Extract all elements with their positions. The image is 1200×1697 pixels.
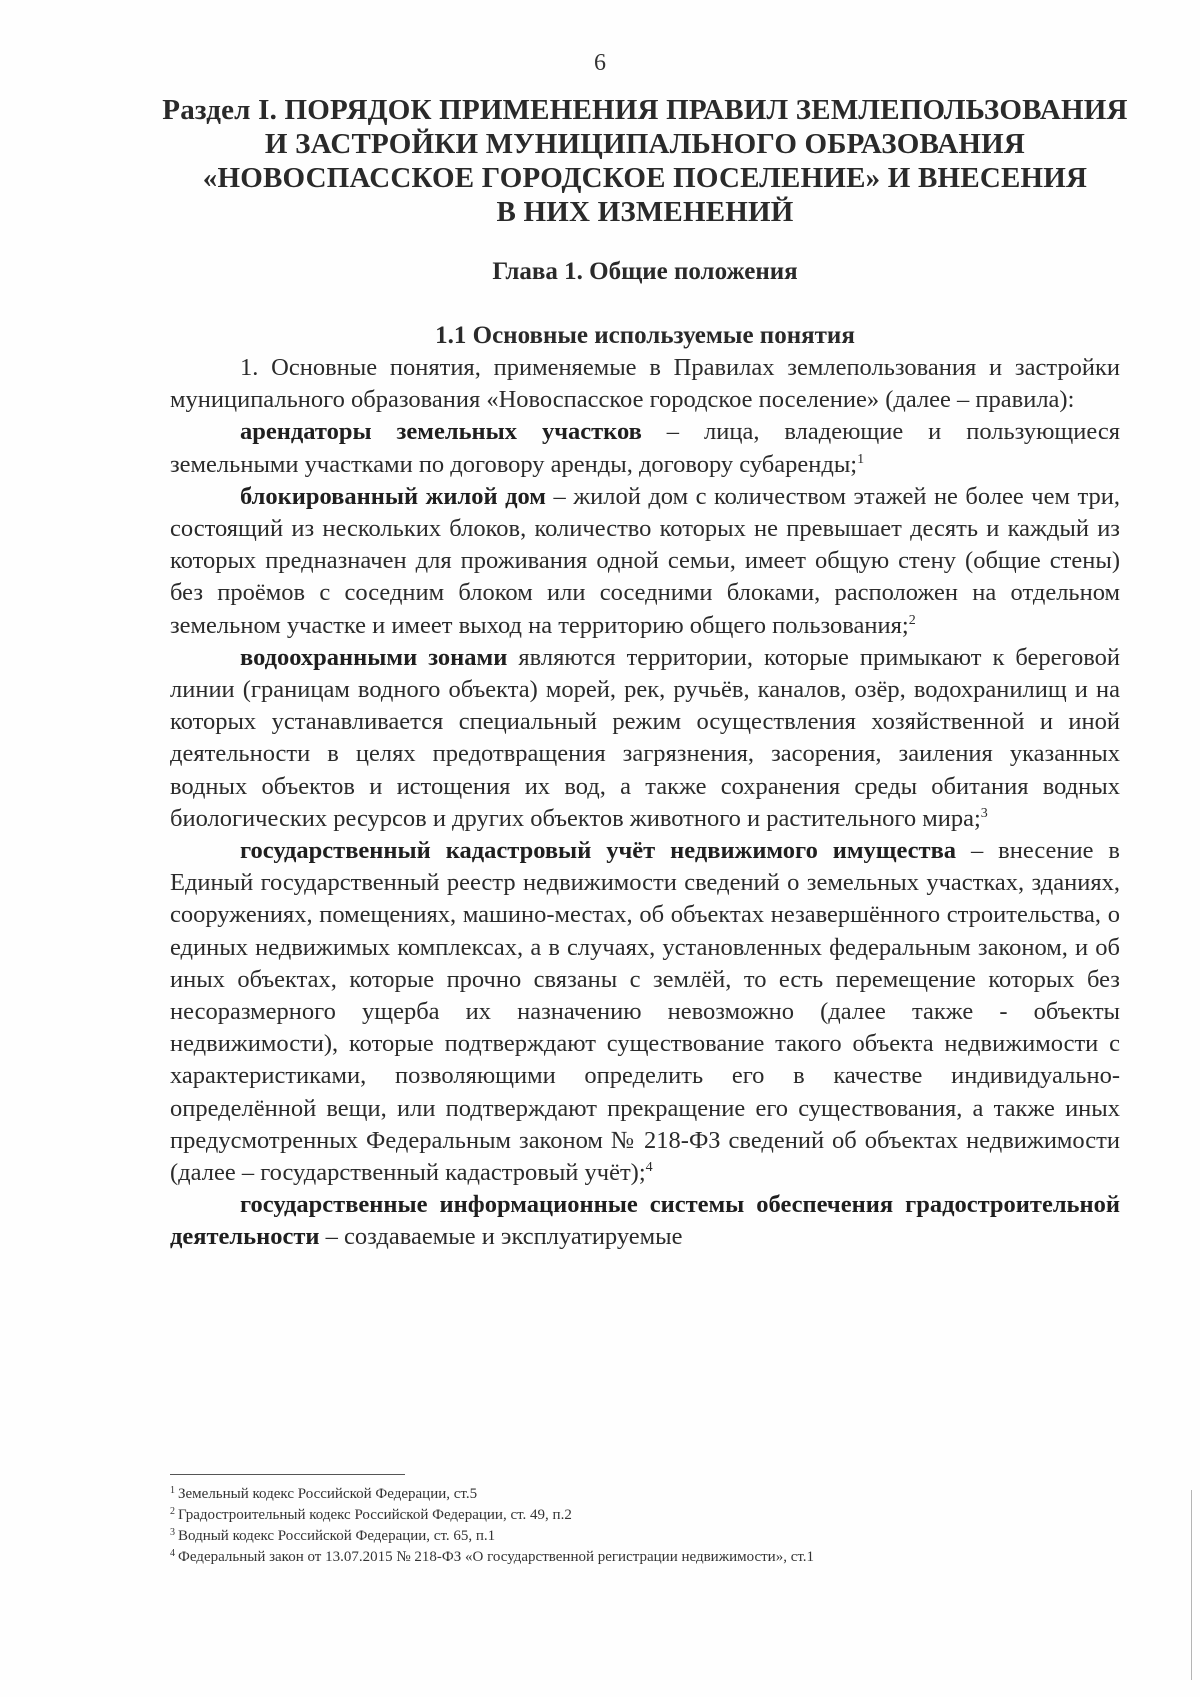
definition-term: государственные информационные системы обеспечения градостроительной деятельности xyxy=(170,1191,1120,1251)
footnote-number: 2 xyxy=(170,1506,175,1517)
footnote xyxy=(170,1547,1120,1568)
footnote-separator xyxy=(170,1474,405,1475)
definition-paragraph xyxy=(170,416,1120,480)
footnote-ref: 1 xyxy=(857,451,865,467)
section-title-line: Раздел I. ПОРЯДОК ПРИМЕНЕНИЯ ПРАВИЛ ЗЕМЛЕПОЛЬЗОВАНИЯ xyxy=(162,94,1128,126)
footnote-text: Федеральный закон от 13.07.2015 № 218-ФЗ «О государственной регистрации недвижимости», ст.1 xyxy=(178,1549,815,1565)
definition-term: водоохранными зонами xyxy=(240,643,508,671)
section-title-line: В НИХ ИЗМЕНЕНИЙ xyxy=(496,196,794,228)
definition-paragraph xyxy=(170,481,1120,642)
definition-text: – жилой дом с количеством этажей не более чем три, состоящий из нескольких блоков, количество которых не превышает десять и каждый из которых предназначен для проживания одной семьи, имеет общую стену (общие стены) без проёмов с соседним блоком или соседними блоками, расположен на отдельном земельном участке и имеет выход на территорию общего пользования; xyxy=(170,482,1120,639)
footnote-ref: 4 xyxy=(645,1160,653,1176)
definition-text: являются территории, которые примыкают к береговой линии (границам водного объекта) морей, рек, ручьёв, каналов, озёр, водохранилищ и на которых устанавливается специальный режим осуществления хозяйственной и иной деятельности в целях предотвращения загрязнения, засорения, заиления указанных водных объектов и истощения их вод, а также сохранения среды обитания водных биологических ресурсов и других объектов животного и растительного мира; xyxy=(170,643,1120,832)
definition-term: блокированный жилой дом xyxy=(240,482,546,510)
footnote-ref: 3 xyxy=(980,805,988,821)
footnotes xyxy=(170,1484,1120,1568)
footnote-text: Водный кодекс Российской Федерации, ст. 65, п.1 xyxy=(178,1528,496,1544)
subsection-title: 1.1 Основные используемые понятия xyxy=(435,322,855,349)
footnote-text: Градостроительный кодекс Российской Федерации, ст. 49, п.2 xyxy=(178,1507,572,1523)
definition-paragraph xyxy=(170,1189,1120,1253)
footnote-ref: 2 xyxy=(908,612,916,628)
footnote-number: 3 xyxy=(170,1527,175,1538)
definition-paragraph xyxy=(170,642,1120,835)
intro-paragraph: 1. Основные понятия, применяемые в Правилах землепользования и застройки муниципального образования «Новоспасское городское поселение» (далее – правила): xyxy=(170,354,1120,414)
section-title-line: «НОВОСПАССКОЕ ГОРОДСКОЕ ПОСЕЛЕНИЕ» И ВНЕСЕНИЯ xyxy=(202,162,1088,194)
page-number: 6 xyxy=(594,50,606,76)
definition-term: государственный кадастровый учёт недвижимого имущества xyxy=(240,837,957,865)
scan-edge-line xyxy=(1191,1490,1192,1680)
definition-term: арендаторы земельных участков xyxy=(240,418,642,446)
chapter-title: Глава 1. Общие положения xyxy=(492,258,798,285)
definition-text: – внесение в Единый государственный реестр недвижимости сведений о земельных участках, зданиях, сооружениях, помещениях, машино-местах, об объектах незавершённого строительства, о единых недвижимых комплексах, а в случаях, установленных федеральным законом, и об иных объектах, которые прочно связаны с землёй, то есть перемещение которых без несоразмерного ущерба их назначению невозможно (далее также - объекты недвижимости), которые подтверждают существование такого объекта недвижимости с характеристиками, позволяющими определить его в качестве индивидуально-определённой вещи, или подтверждают прекращение его существования, а также иных предусмотренных Федеральным законом № 218-ФЗ сведений об объектах недвижимости (далее – государственный кадастровый учёт); xyxy=(170,837,1120,1187)
definition-text: – создаваемые и эксплуатируемые xyxy=(319,1223,683,1251)
definition-text: – лица, владеющие и пользующиеся земельными участками по договору аренды, договору субаренды; xyxy=(170,418,1120,478)
section-title-line: И ЗАСТРОЙКИ МУНИЦИПАЛЬНОГО ОБРАЗОВАНИЯ xyxy=(264,128,1026,160)
body-text xyxy=(170,352,1120,1254)
footnote xyxy=(170,1526,1120,1547)
footnote-number: 4 xyxy=(170,1548,175,1559)
definition-paragraph xyxy=(170,835,1120,1189)
footnote-number: 1 xyxy=(170,1485,175,1496)
footnote xyxy=(170,1484,1120,1505)
footnote xyxy=(170,1505,1120,1526)
footnote-text: Земельный кодекс Российской Федерации, ст.5 xyxy=(178,1486,478,1502)
section-title xyxy=(160,93,1130,229)
